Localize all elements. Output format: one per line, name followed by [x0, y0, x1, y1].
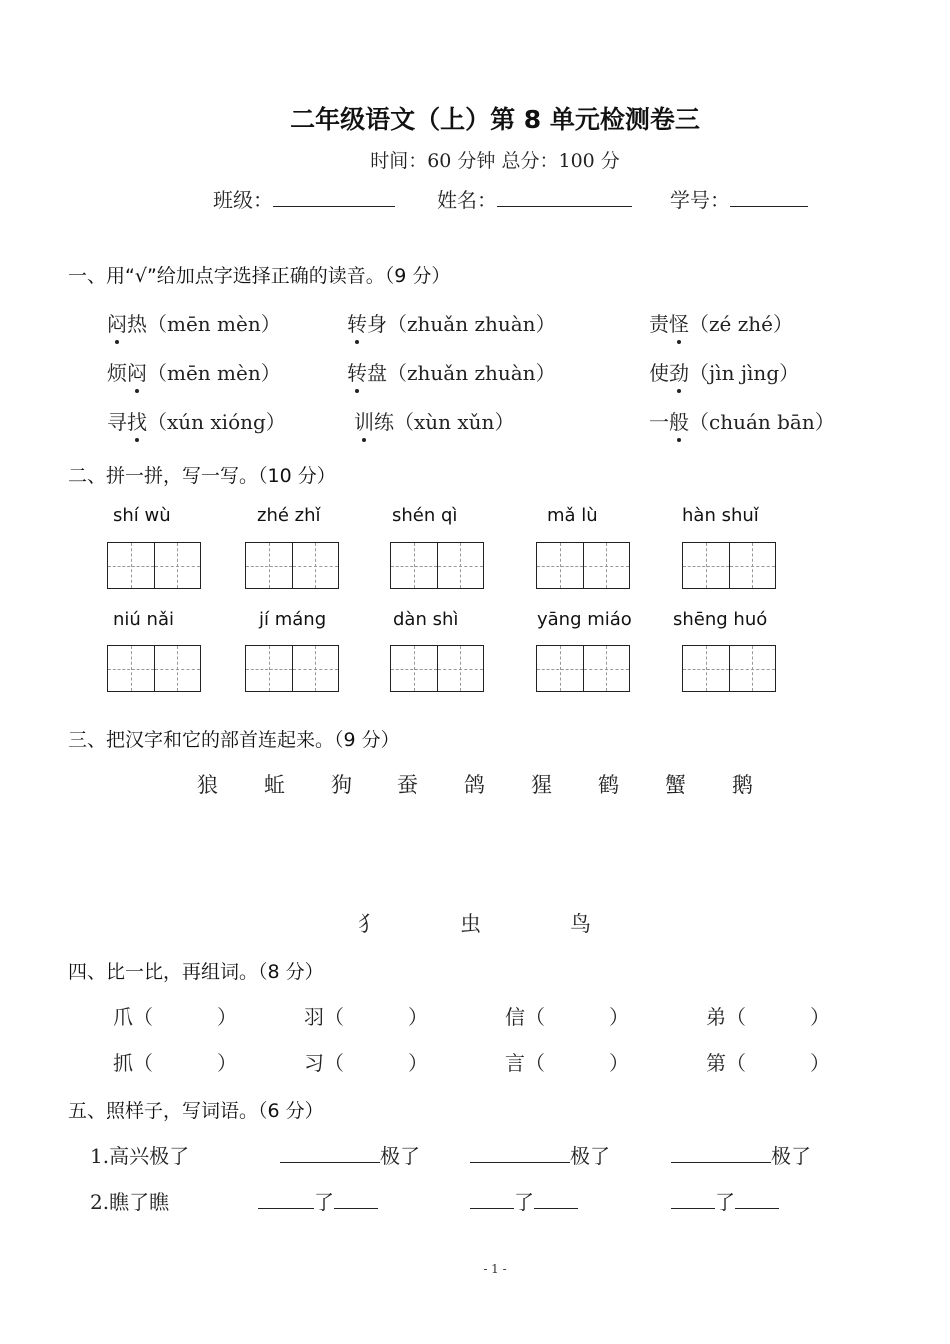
- radical-item[interactable]: 鸟: [570, 912, 591, 936]
- tianzige-box[interactable]: [107, 645, 201, 692]
- class-label: 班级：: [213, 188, 273, 212]
- id-field: [670, 184, 808, 213]
- page-number: - 1 -: [483, 1262, 507, 1276]
- reading-item[interactable]: 转身（zhuǎn zhuàn）: [347, 308, 556, 337]
- tianzige-box[interactable]: [682, 645, 776, 692]
- tianzige-box[interactable]: [682, 542, 776, 589]
- reading-item[interactable]: 使劲（jìn jìng）: [649, 357, 799, 386]
- character-item[interactable]: 狗: [331, 773, 352, 797]
- pinyin-label: jí máng: [259, 609, 327, 630]
- radical-item[interactable]: 虫: [460, 912, 481, 936]
- compare-item[interactable]: 羽（ ）: [304, 1005, 428, 1029]
- compare-item[interactable]: 言（ ）: [505, 1051, 629, 1075]
- compare-item[interactable]: 第（ ）: [706, 1051, 830, 1075]
- name-field: [437, 184, 632, 213]
- example-1: 1.高兴极了: [90, 1144, 190, 1168]
- compare-item[interactable]: 抓（ ）: [113, 1051, 237, 1075]
- name-label: 姓名：: [437, 188, 497, 212]
- tianzige-box[interactable]: [245, 645, 339, 692]
- tianzige-box[interactable]: [390, 645, 484, 692]
- fill-item[interactable]: 极了: [470, 1140, 610, 1169]
- section-5-heading: 五、照样子，写词语。（6 分）: [68, 1100, 324, 1122]
- character-item[interactable]: 狼: [197, 773, 218, 797]
- tianzige-box[interactable]: [536, 645, 630, 692]
- character-item[interactable]: 蚕: [397, 773, 418, 797]
- reading-item[interactable]: 烦闷（mēn mèn）: [107, 357, 281, 386]
- compare-item[interactable]: 信（ ）: [505, 1005, 629, 1029]
- id-blank[interactable]: [730, 186, 808, 207]
- exam-info: 时间：60 分钟 总分：100 分: [370, 150, 620, 172]
- character-item[interactable]: 蟹: [665, 773, 686, 797]
- class-field: [213, 184, 395, 213]
- section-2-heading: 二、拼一拼，写一写。（10 分）: [68, 465, 336, 487]
- section-3-heading: 三、把汉字和它的部首连起来。（9 分）: [68, 729, 400, 751]
- section-1-heading: 一、用“√”给加点字选择正确的读音。（9 分）: [68, 265, 451, 287]
- pinyin-label: niú nǎi: [113, 609, 174, 630]
- reading-item[interactable]: 训练（xùn xǔn）: [354, 406, 514, 435]
- pinyin-label: shén qì: [392, 505, 458, 526]
- tianzige-box[interactable]: [536, 542, 630, 589]
- fill-item[interactable]: 了: [258, 1186, 378, 1215]
- pinyin-label: yāng miáo: [537, 609, 632, 630]
- tianzige-box[interactable]: [245, 542, 339, 589]
- character-item[interactable]: 猩: [531, 773, 552, 797]
- pinyin-label: shēng huó: [673, 609, 768, 630]
- class-blank[interactable]: [273, 186, 395, 207]
- page-title: 二年级语文（上）第 8 单元检测卷三: [290, 105, 700, 134]
- character-item[interactable]: 鹤: [598, 773, 619, 797]
- pinyin-label: hàn shuǐ: [682, 505, 759, 526]
- fill-item[interactable]: 了: [671, 1186, 779, 1215]
- pinyin-label: dàn shì: [393, 609, 459, 630]
- pinyin-label: mǎ lù: [547, 505, 598, 526]
- tianzige-box[interactable]: [390, 542, 484, 589]
- tianzige-box[interactable]: [107, 542, 201, 589]
- pinyin-label: shí wù: [113, 505, 171, 526]
- compare-item[interactable]: 爪（ ）: [113, 1005, 237, 1029]
- compare-item[interactable]: 习（ ）: [304, 1051, 428, 1075]
- character-item[interactable]: 鹅: [732, 773, 753, 797]
- character-item[interactable]: 蚯: [264, 773, 285, 797]
- example-2: 2.瞧了瞧: [90, 1190, 170, 1214]
- fill-item[interactable]: 极了: [671, 1140, 811, 1169]
- section-4-heading: 四、比一比，再组词。（8 分）: [68, 961, 324, 983]
- fill-item[interactable]: 了: [470, 1186, 578, 1215]
- radical-item[interactable]: 犭: [358, 912, 379, 936]
- id-label: 学号：: [670, 188, 730, 212]
- fill-item[interactable]: 极了: [280, 1140, 420, 1169]
- reading-item[interactable]: 闷热（mēn mèn）: [107, 308, 281, 337]
- reading-item[interactable]: 转盘（zhuǎn zhuàn）: [347, 357, 556, 386]
- reading-item[interactable]: 一般（chuán bān）: [649, 406, 835, 435]
- name-blank[interactable]: [497, 186, 632, 207]
- compare-item[interactable]: 弟（ ）: [706, 1005, 830, 1029]
- character-item[interactable]: 鸽: [464, 773, 485, 797]
- reading-item[interactable]: 寻找（xún xióng）: [107, 406, 286, 435]
- pinyin-label: zhé zhǐ: [257, 505, 321, 526]
- reading-item[interactable]: 责怪（zé zhé）: [649, 308, 793, 337]
